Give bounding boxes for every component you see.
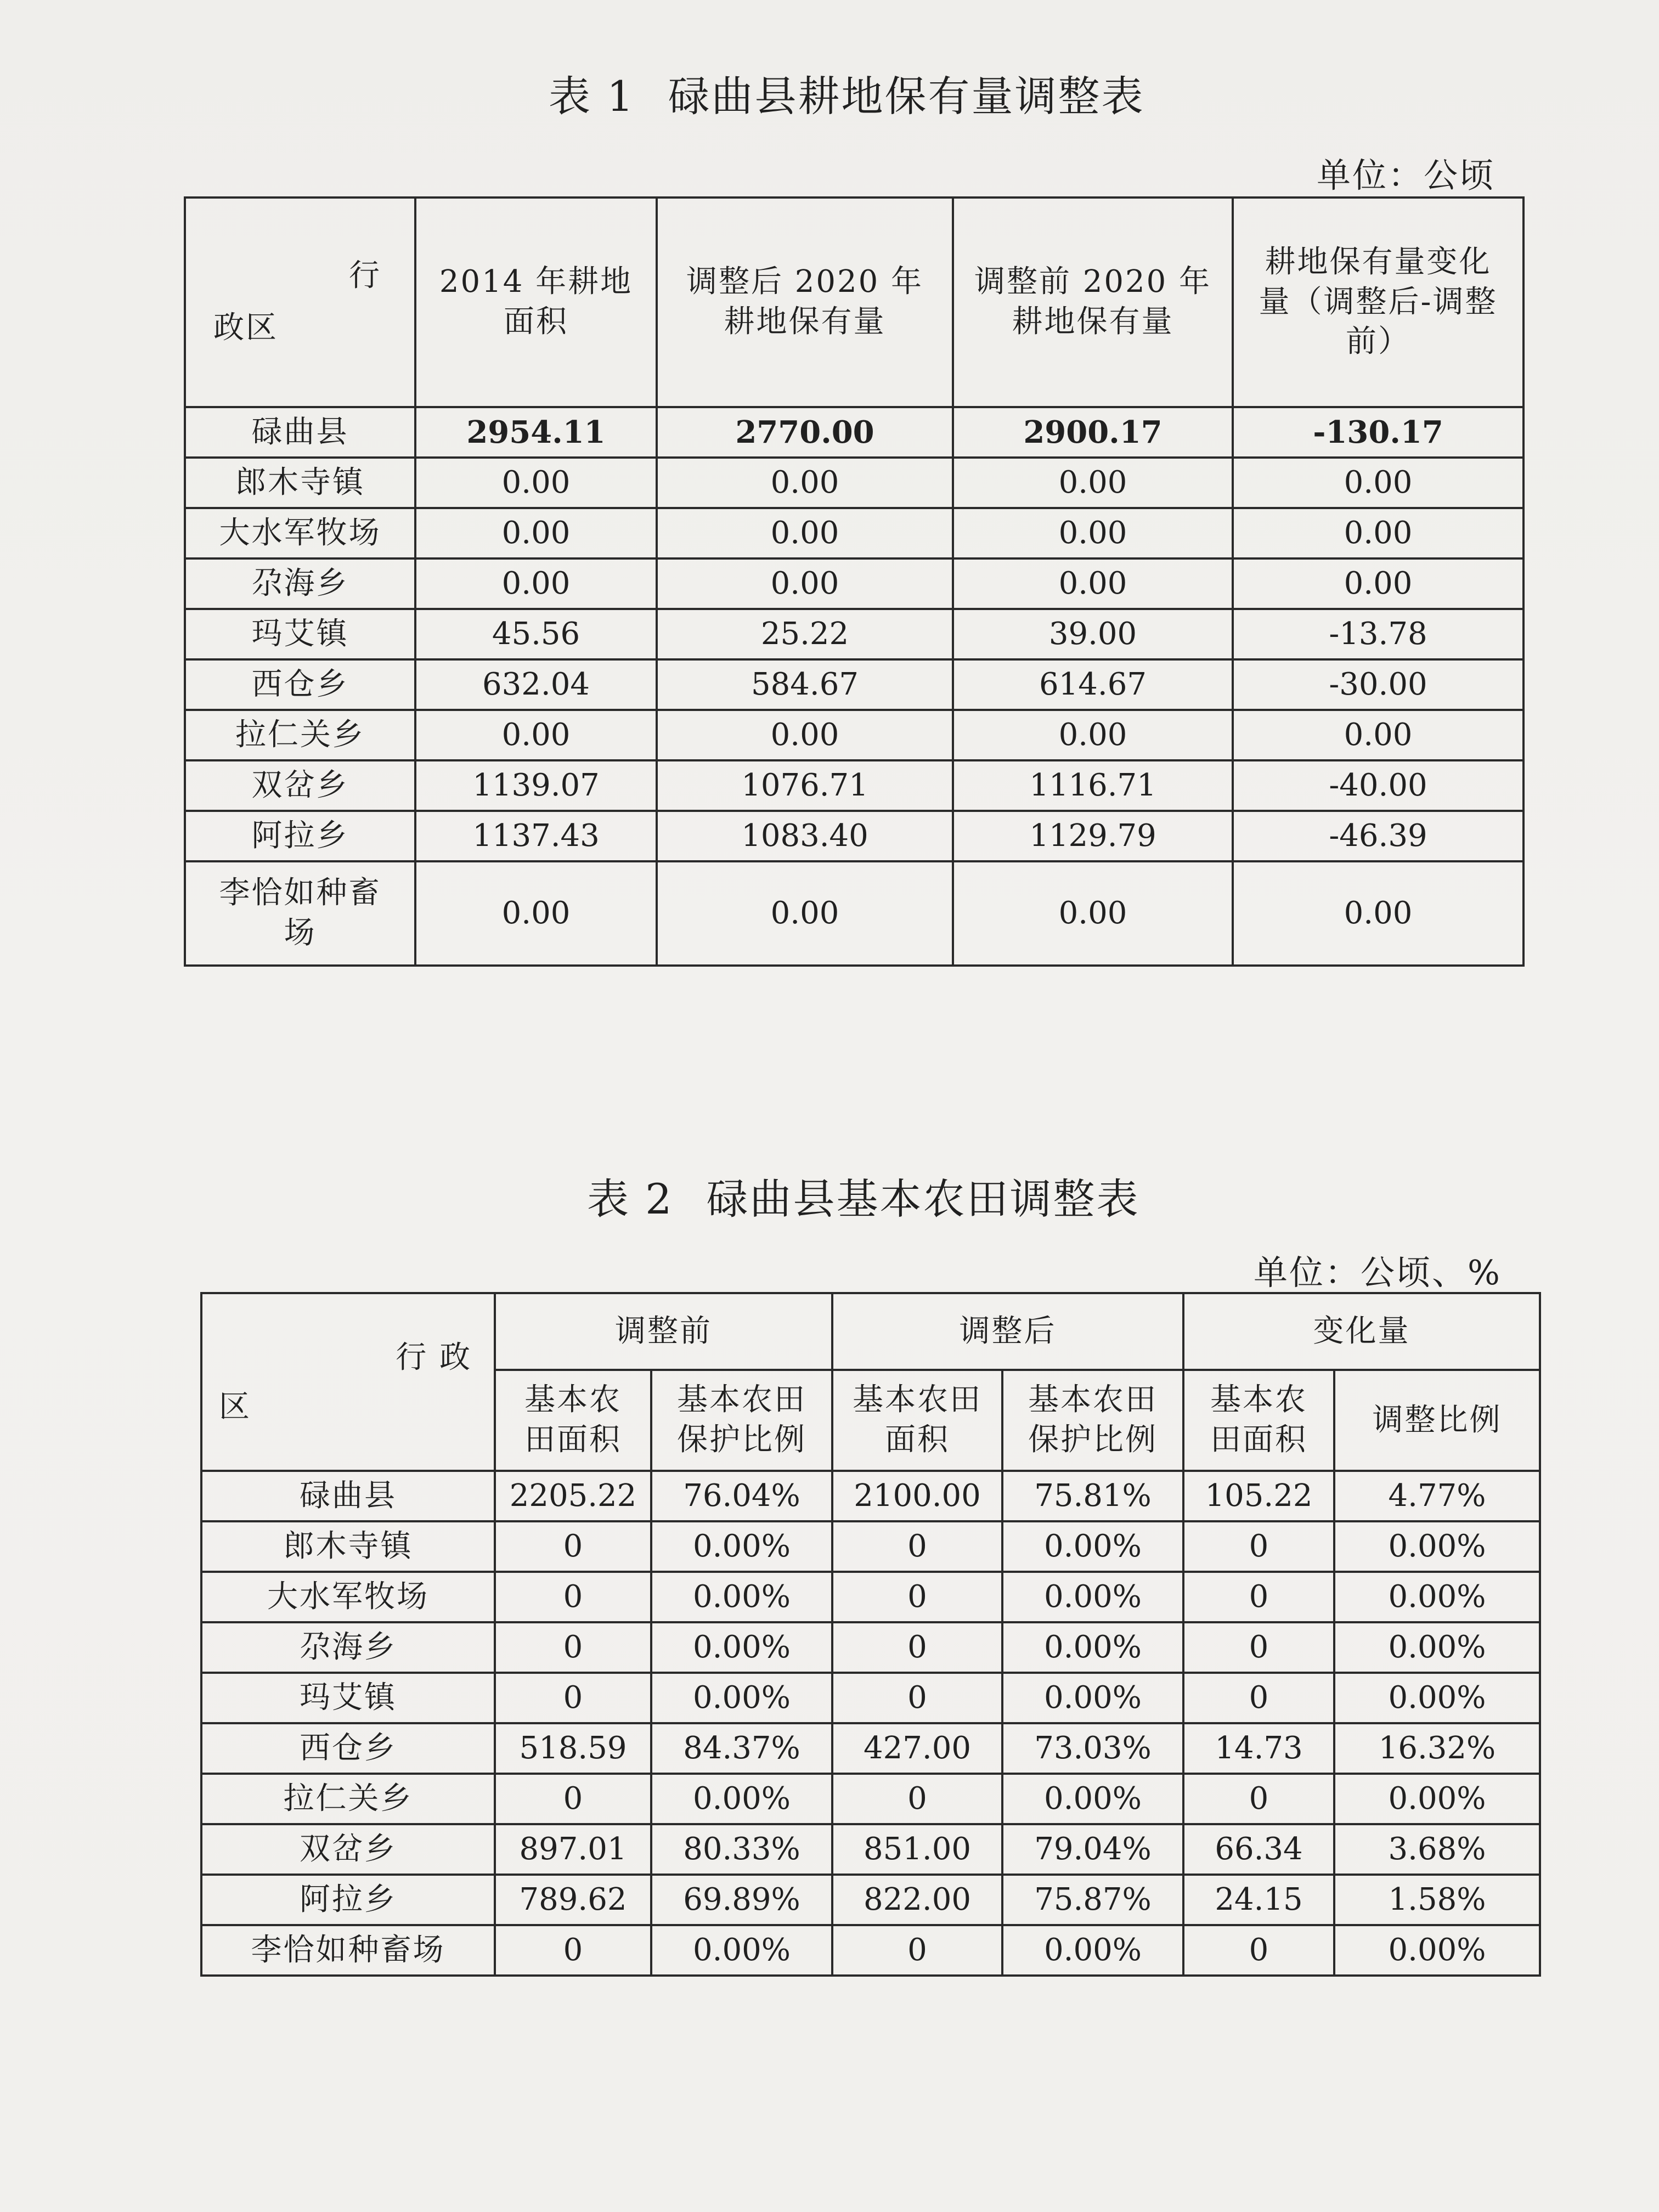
table-cell: 79.04%: [1002, 1824, 1183, 1875]
table-cell: 0: [495, 1673, 651, 1723]
table-cell: 0.00%: [651, 1774, 832, 1824]
table-cell: 584.67: [657, 659, 953, 710]
table-cell: 0.00: [1233, 508, 1523, 558]
table-cell: 75.87%: [1002, 1875, 1183, 1925]
table-row: [185, 508, 1523, 558]
table2-group-after: 调整后: [832, 1293, 1183, 1370]
table-cell: 0: [832, 1521, 1002, 1572]
table-row: [185, 558, 1523, 609]
row-region-name: 李恰如种畜场: [201, 1925, 495, 1976]
row-region-name: 尕海乡: [185, 558, 415, 609]
row-region-name: 尕海乡: [201, 1622, 495, 1673]
table-cell: 2205.22: [495, 1471, 651, 1521]
table2-unit: 单位：公顷、%: [1254, 1252, 1502, 1293]
table-cell: 0.00%: [1334, 1521, 1540, 1572]
table-cell: 0.00%: [651, 1673, 832, 1723]
table-cell: 0.00: [953, 861, 1233, 966]
table2-subheader-cell: 基本农田面积: [1183, 1370, 1334, 1471]
table-row: [185, 458, 1523, 508]
table-cell: 0.00: [1233, 710, 1523, 760]
table-cell: 0.00%: [1334, 1572, 1540, 1622]
table-cell: 0.00%: [1002, 1521, 1183, 1572]
table-row: [185, 710, 1523, 760]
table-cell: 3.68%: [1334, 1824, 1540, 1875]
table-cell: 80.33%: [651, 1824, 832, 1875]
table-cell: 897.01: [495, 1824, 651, 1875]
row-region-name: 双岔乡: [185, 760, 415, 811]
table-cell: 822.00: [832, 1875, 1002, 1925]
table-cell: 0.00: [657, 558, 953, 609]
table1-corner-header: [185, 198, 415, 407]
table-cell: 0: [1183, 1521, 1334, 1572]
table1: [184, 196, 1525, 967]
table2-subheader-cell: 基本农田保护比例: [651, 1370, 832, 1471]
table-cell: 1076.71: [657, 760, 953, 811]
row-region-name: 拉仁关乡: [185, 710, 415, 760]
row-region-name: 碌曲县: [185, 407, 415, 458]
table-cell: 105.22: [1183, 1471, 1334, 1521]
table-cell: 0.00: [657, 710, 953, 760]
table1-title: [549, 63, 1145, 123]
table-cell: -46.39: [1233, 811, 1523, 861]
table-cell: 0.00: [1233, 861, 1523, 966]
table-row: [201, 1875, 1540, 1925]
table-cell: 0: [1183, 1925, 1334, 1976]
table2-subheader-cell: 基本农田面积: [495, 1370, 651, 1471]
table-cell: 0: [495, 1925, 651, 1976]
table-cell: 518.59: [495, 1723, 651, 1774]
table2-group-header-row: [201, 1293, 1540, 1370]
table-cell: 0.00: [415, 558, 657, 609]
table-cell: 1116.71: [953, 760, 1233, 811]
table-row: [201, 1622, 1540, 1673]
row-region-name: 阿拉乡: [185, 811, 415, 861]
table-row: [201, 1521, 1540, 1572]
table-cell: 0.00%: [1002, 1572, 1183, 1622]
table-cell: 0.00%: [1002, 1925, 1183, 1976]
table-cell: 24.15: [1183, 1875, 1334, 1925]
table-cell: 0: [1183, 1673, 1334, 1723]
table-cell: 0.00%: [651, 1521, 832, 1572]
table2-corner-header: [201, 1293, 495, 1471]
table-cell: 614.67: [953, 659, 1233, 710]
table-cell: 69.89%: [651, 1875, 832, 1925]
table1-header-cell: 调整前 2020 年耕地保有量: [953, 198, 1233, 407]
table-cell: 0.00%: [1002, 1622, 1183, 1673]
table-cell: -13.78: [1233, 609, 1523, 659]
table-cell: 0.00: [953, 458, 1233, 508]
table-cell: 0.00: [953, 710, 1233, 760]
table1-title-number: 表 1: [549, 72, 635, 121]
table-cell: 0.00%: [651, 1622, 832, 1673]
row-region-name: 碌曲县: [201, 1471, 495, 1521]
table-row: [201, 1673, 1540, 1723]
table-cell: 0.00%: [651, 1572, 832, 1622]
table-row: [201, 1774, 1540, 1824]
table-cell: 0.00: [1233, 458, 1523, 508]
table-cell: 0.00%: [1334, 1774, 1540, 1824]
table-cell: 4.77%: [1334, 1471, 1540, 1521]
table1-title-text: 碌曲县耕地保有量调整表: [668, 72, 1145, 121]
table-cell: 0: [495, 1622, 651, 1673]
table-cell: 76.04%: [651, 1471, 832, 1521]
table-cell: 0.00: [415, 861, 657, 966]
table2-corner-top: 行 政: [396, 1340, 472, 1375]
table-cell: 0.00: [953, 508, 1233, 558]
table-cell: 16.32%: [1334, 1723, 1540, 1774]
table2-title-number: 表 2: [587, 1175, 674, 1223]
table-row: [185, 760, 1523, 811]
table-cell: 84.37%: [651, 1723, 832, 1774]
table-row: [185, 861, 1523, 966]
table-cell: 75.81%: [1002, 1471, 1183, 1521]
table-cell: 632.04: [415, 659, 657, 710]
table-cell: 789.62: [495, 1875, 651, 1925]
table-cell: 1083.40: [657, 811, 953, 861]
table-cell: 39.00: [953, 609, 1233, 659]
table-cell: 2100.00: [832, 1471, 1002, 1521]
row-region-name: 郎木寺镇: [185, 458, 415, 508]
table-cell: 0.00: [1233, 558, 1523, 609]
table-cell: 0.00: [657, 458, 953, 508]
table1-header-cell: 调整后 2020 年耕地保有量: [657, 198, 953, 407]
table-cell: 1137.43: [415, 811, 657, 861]
table2-title-text: 碌曲县基本农田调整表: [706, 1175, 1140, 1223]
table-cell: -40.00: [1233, 760, 1523, 811]
table-cell: 0.00: [657, 861, 953, 966]
table-cell: 0: [495, 1572, 651, 1622]
table-cell: 0.00: [415, 508, 657, 558]
table1-header-cell: 2014 年耕地面积: [415, 198, 657, 407]
table2-subheader-cell: 基本农田面积: [832, 1370, 1002, 1471]
table-cell: 0: [495, 1521, 651, 1572]
table-cell: 0: [495, 1774, 651, 1824]
table-cell: 0: [832, 1622, 1002, 1673]
table-cell: 0: [832, 1925, 1002, 1976]
table-cell: 0.00%: [651, 1925, 832, 1976]
table-row: [185, 609, 1523, 659]
table-cell: 0.00%: [1334, 1925, 1540, 1976]
table-cell: 0.00: [657, 508, 953, 558]
row-region-name: 郎木寺镇: [201, 1521, 495, 1572]
table2-corner-bottom: 区: [219, 1389, 251, 1425]
table1-header-cell: 耕地保有量变化量（调整后-调整前）: [1233, 198, 1523, 407]
table-cell: 0.00%: [1002, 1774, 1183, 1824]
table2: [200, 1292, 1541, 1977]
table-cell: 0.00: [953, 558, 1233, 609]
table-cell: 1129.79: [953, 811, 1233, 861]
table-cell: 1139.07: [415, 760, 657, 811]
table-row: [201, 1471, 1540, 1521]
table-cell: 0: [832, 1774, 1002, 1824]
table-cell: 0.00%: [1334, 1622, 1540, 1673]
table-cell: 2770.00: [657, 407, 953, 458]
table-cell: 851.00: [832, 1824, 1002, 1875]
table-row: [185, 407, 1523, 458]
table-cell: 0.00%: [1002, 1673, 1183, 1723]
table2-title: [587, 1166, 1140, 1226]
table1-header-row: [185, 198, 1523, 407]
table2-group-before: 调整前: [495, 1293, 832, 1370]
row-region-name: 玛艾镇: [185, 609, 415, 659]
table-cell: 0.00: [415, 458, 657, 508]
table-row: [201, 1824, 1540, 1875]
table-cell: 14.73: [1183, 1723, 1334, 1774]
table-row: [185, 659, 1523, 710]
table-row: [201, 1925, 1540, 1976]
table2-subheader-cell: 基本农田保护比例: [1002, 1370, 1183, 1471]
table-cell: 73.03%: [1002, 1723, 1183, 1774]
row-region-name: 大水军牧场: [201, 1572, 495, 1622]
table-cell: 25.22: [657, 609, 953, 659]
table-cell: 1.58%: [1334, 1875, 1540, 1925]
table1-corner-top: 行: [349, 258, 381, 294]
row-region-name: 西仓乡: [185, 659, 415, 710]
table1-corner-bottom: 政区: [213, 310, 278, 346]
table-row: [201, 1572, 1540, 1622]
row-region-name: 玛艾镇: [201, 1673, 495, 1723]
table1-unit: 单位：公顷: [1317, 155, 1496, 195]
table-cell: 45.56: [415, 609, 657, 659]
table-cell: 0: [832, 1572, 1002, 1622]
row-region-name: 大水军牧场: [185, 508, 415, 558]
table2-group-change: 变化量: [1183, 1293, 1540, 1370]
table-row: [201, 1723, 1540, 1774]
row-region-name: 双岔乡: [201, 1824, 495, 1875]
table-cell: 66.34: [1183, 1824, 1334, 1875]
table-cell: 2954.11: [415, 407, 657, 458]
table-cell: 0: [1183, 1572, 1334, 1622]
row-region-name: 阿拉乡: [201, 1875, 495, 1925]
table2-subheader-cell: 调整比例: [1334, 1370, 1540, 1471]
table-row: [185, 811, 1523, 861]
table-cell: 0: [1183, 1622, 1334, 1673]
row-region-name: 李恰如种畜场: [185, 861, 415, 966]
table-cell: 0.00: [415, 710, 657, 760]
table-cell: 0.00%: [1334, 1673, 1540, 1723]
table-cell: -130.17: [1233, 407, 1523, 458]
table-cell: 0: [832, 1673, 1002, 1723]
table-cell: 427.00: [832, 1723, 1002, 1774]
row-region-name: 西仓乡: [201, 1723, 495, 1774]
table-cell: 2900.17: [953, 407, 1233, 458]
row-region-name: 拉仁关乡: [201, 1774, 495, 1824]
table-cell: 0: [1183, 1774, 1334, 1824]
table-cell: -30.00: [1233, 659, 1523, 710]
